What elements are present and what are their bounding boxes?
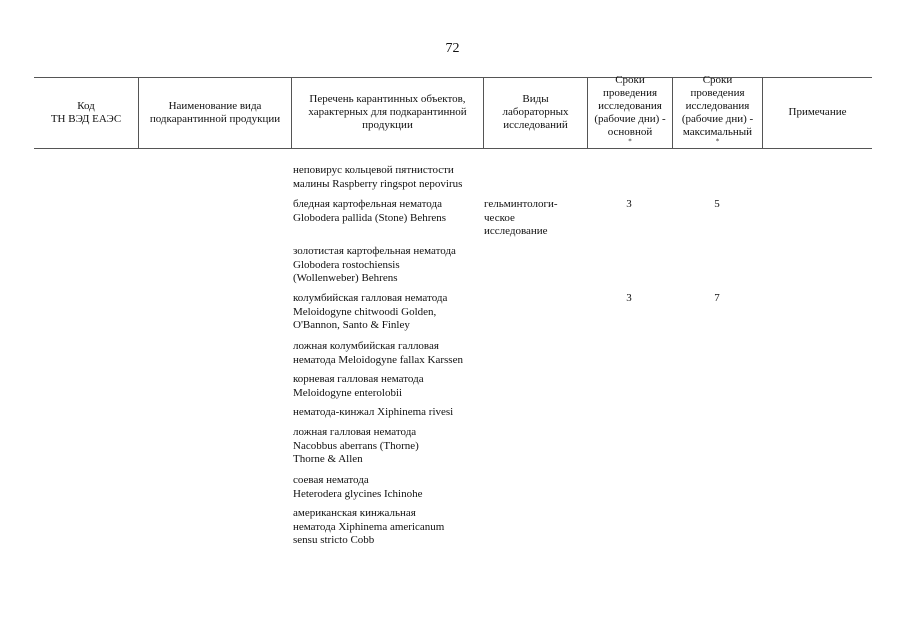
header-product-name: Наименование вида подкарантинной продукции: [149, 99, 281, 125]
quarantine-object: золотистая картофельная нематода Globodera rostochiensis (Wollenweber) Behrens: [293, 245, 456, 284]
quarantine-object: соевая нематода Heterodera glycines Ichinohe: [293, 474, 423, 500]
quarantine-object: колумбийская галловая нематода Meloidogyne chitwoodi Golden, O'Bannon, Santo & Finley: [293, 292, 448, 331]
lab-test-type: гельминтологи- ческое исследование: [484, 198, 558, 237]
quarantine-object: американская кинжальная нематода Xiphinema americanum sensu stricto Cobb: [293, 507, 445, 546]
header-max-term: Сроки проведения исследования (рабочие дни) - максимальный *: [681, 73, 754, 145]
main-term-value: 3: [626, 198, 632, 210]
quarantine-object: бледная картофельная нематода Globodera pallida (Stone) Behrens: [293, 198, 447, 224]
quarantine-object: ложная колумбийская галловая нематода Meloidogyne fallax Karssen: [293, 340, 463, 366]
max-term-value: 5: [714, 198, 720, 210]
quarantine-object: корневая галловая нематода Meloidogyne enterolobii: [293, 373, 424, 399]
header-lab-tests: Виды лабораторных исследований: [502, 93, 569, 131]
header-note: Примечание: [788, 106, 847, 118]
footnote-mark: *: [628, 136, 632, 145]
header-hs-code: Код ТН ВЭД ЕАЭС: [50, 99, 122, 125]
header-main-term: Сроки проведения исследования (рабочие дни) - основной *: [594, 73, 666, 145]
page-number: 72: [445, 41, 460, 56]
main-term-value: 3: [626, 292, 632, 304]
max-term-value: 7: [714, 292, 720, 304]
header-quarantine-objects: Перечень карантинных объектов, характерных для подкарантинной продукции: [308, 93, 467, 131]
quarantine-object: нематода-кинжал Xiphinema rivesi: [293, 406, 454, 418]
footnote-mark: *: [715, 136, 720, 145]
quarantine-object: неповирус кольцевой пятнистости малины Raspberry ringspot nepovirus: [293, 164, 463, 190]
quarantine-object: ложная галловая нематода Nacobbus aberrans (Thorne) Thorne & Allen: [293, 426, 419, 465]
